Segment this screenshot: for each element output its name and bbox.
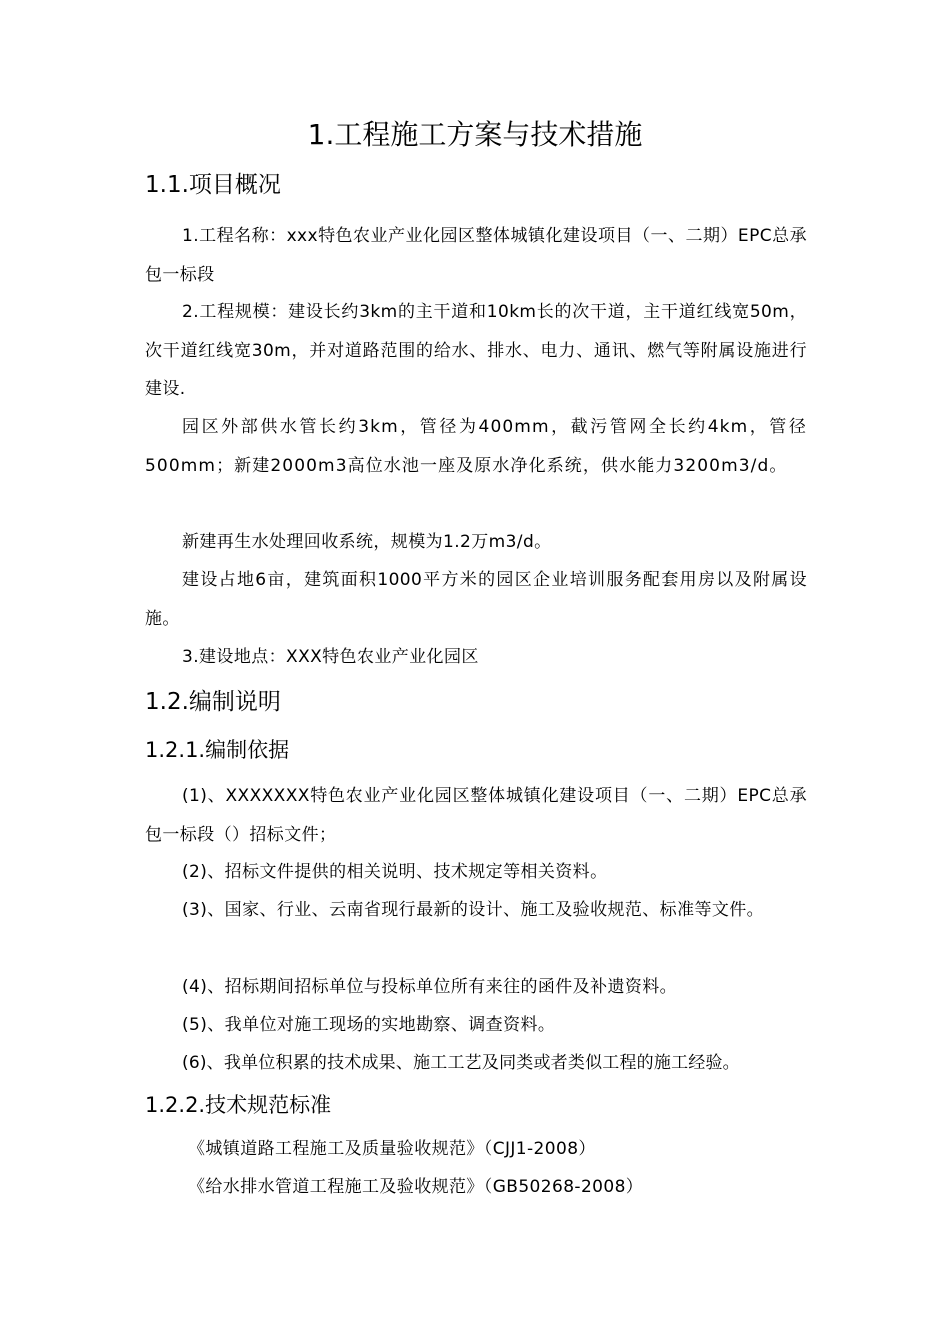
paragraph-recycled-water: 新建再生水处理回收系统，规模为1.2万m3/d。 [182, 532, 552, 552]
list-item: (3)、国家、行业、云南省现行最新的设计、施工及验收规范、标准等文件。 [182, 900, 765, 920]
paragraph-project-scale: 2.工程规模：建设长约3km的主干道和10km长的次干道，主干道红线宽50m，次干道红线宽30m，并对道路范围的给水、排水、电力、通讯、燃气等附属设施进行建设. [145, 302, 807, 399]
list-item: (6)、我单位积累的技术成果、施工工艺及同类或者类似工程的施工经验。 [182, 1053, 740, 1073]
list-item: (1)、XXXXXXX特色农业产业化园区整体城镇化建设项目（一、二期）EPC总承包一标段（）招标文件； [145, 786, 807, 845]
subsection-heading-technical-standards: 1.2.2.技术规范标准 [145, 1093, 332, 1117]
standard-item: 《城镇道路工程施工及质量验收规范》（CJJ1-2008） [188, 1139, 596, 1159]
subsection-heading-compilation-basis: 1.2.1.编制依据 [145, 738, 290, 762]
paragraph-project-location: 3.建设地点：XXX特色农业产业化园区 [182, 647, 479, 667]
list-item: (5)、我单位对施工现场的实地勘察、调查资料。 [182, 1015, 556, 1035]
paragraph-water-supply: 园区外部供水管长约3km，管径为400mm，截污管网全长约4km，管径500mm；新建2000m3高位水池一座及原水净化系统，供水能力3200m3/d。 [145, 417, 807, 476]
paragraph-training-facility: 建设占地6亩，建筑面积1000平方米的园区企业培训服务配套用房以及附属设施。 [145, 570, 807, 629]
section-heading-compilation-notes: 1.2.编制说明 [145, 689, 281, 715]
paragraph-project-name: 1.工程名称：xxx特色农业产业化园区整体城镇化建设项目（一、二期）EPC总承包一标段 [145, 226, 807, 285]
standard-item: 《给水排水管道工程施工及验收规范》（GB50268-2008） [188, 1177, 644, 1197]
document-title: 1.工程施工方案与技术措施 [307, 118, 643, 151]
list-item: (2)、招标文件提供的相关说明、技术规定等相关资料。 [182, 862, 608, 882]
section-heading-project-overview: 1.1.项目概况 [145, 172, 281, 198]
list-item: (4)、招标期间招标单位与投标单位所有来往的函件及补遗资料。 [182, 977, 678, 997]
